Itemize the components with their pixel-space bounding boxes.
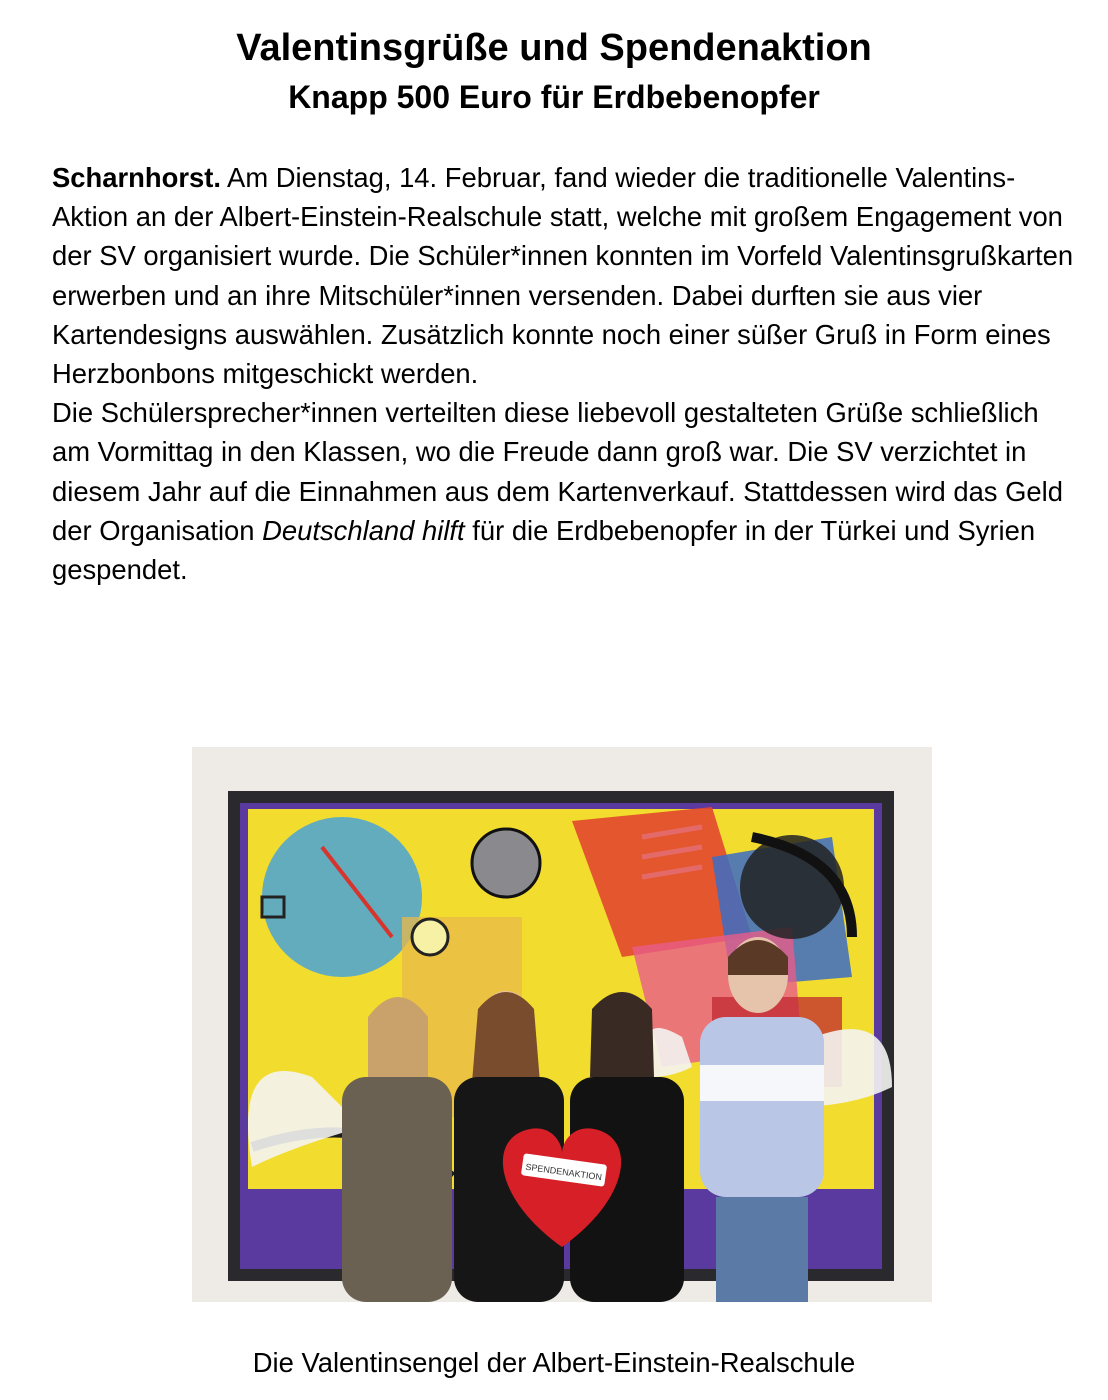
- organization-name: Deutschland hilft: [262, 514, 465, 546]
- photo-caption: Die Valentinsengel der Albert-Einstein-Realschule: [252, 1347, 856, 1378]
- paragraph-1: [52, 158, 1082, 393]
- article-title: Valentinsgrüße und Spendenaktion: [236, 27, 872, 69]
- group-photo: [192, 747, 932, 1302]
- photo-illustration: [192, 747, 932, 1302]
- article-body: [52, 158, 1082, 589]
- paragraph-1-text: Am Dienstag, 14. Februar, fand wieder die traditionelle Valentins-Aktion an der Albert-Einstein-Realschule statt, welche mit großem Engagement von der SV organisiert wurde. Die Schüler*innen konnten im Vorfeld Valentinsgrußkarten erwerben und an ihre Mitschüler*innen versenden. Dabei durften sie aus vier Kartendesigns auswählen. Zusätzlich konnte noch einer süßer Gruß in Form eines Herzbonbons mitgeschickt werden.: [52, 162, 1074, 390]
- article-subtitle: Knapp 500 Euro für Erdbebenopfer: [288, 79, 820, 115]
- heart-label: SPENDENAKTION: [524, 1161, 603, 1183]
- paragraph-2-text-before: Die Schülersprecher*innen verteilten diese liebevoll gestalteten Grüße schließlich am Vormittag in den Klassen, wo die Freude dann groß war. Die SV verzichtet in diesem Jahr auf die Einnahmen aus dem Kartenverkauf. Stattdessen wird das Geld der Organisation: [52, 397, 1063, 546]
- dateline: Scharnhorst.: [52, 162, 221, 193]
- paragraph-2: [52, 393, 1082, 589]
- paragraph-2-text-after: für die Erdbebenopfer in der Türkei und Syrien gespendet.: [52, 514, 1036, 586]
